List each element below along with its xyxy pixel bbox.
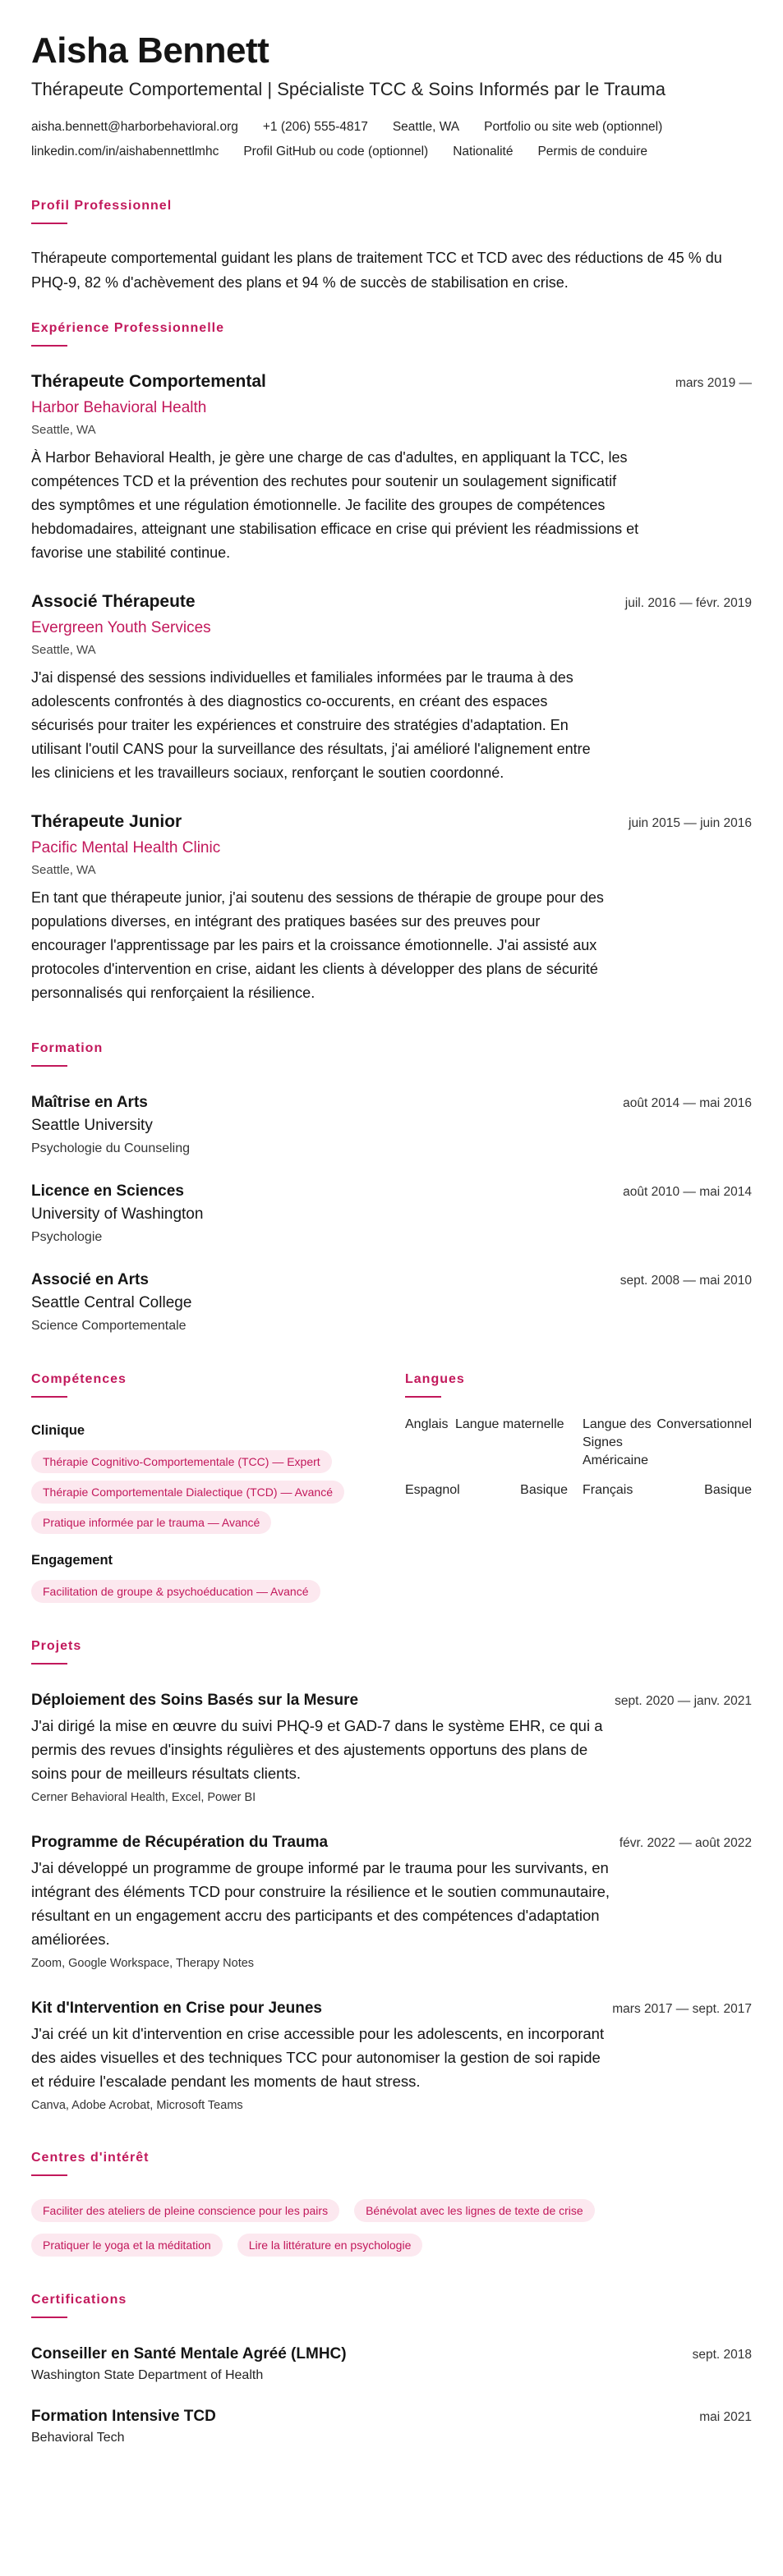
job-location: Seattle, WA: [31, 423, 96, 437]
contact-driving-license: Permis de conduire: [537, 145, 647, 158]
language-level: Conversationnel: [656, 1417, 752, 1431]
skill-tag: Pratique informée par le trauma — Avancé: [31, 1511, 271, 1534]
skills-languages-row: [31, 1371, 752, 1603]
section-divider: [31, 345, 67, 347]
education-date: août 2010 — mai 2014: [623, 1185, 752, 1199]
certification-date: sept. 2018: [692, 2348, 752, 2362]
contact-portfolio[interactable]: Portfolio ou site web (optionnel): [484, 120, 663, 134]
job-location: Seattle, WA: [31, 643, 96, 657]
field-of-study: Psychologie: [31, 1230, 103, 1244]
language-name: Français: [583, 1483, 633, 1497]
education-section: [31, 1040, 752, 1336]
project-title: Déploiement des Soins Basés sur la Mesure: [31, 1692, 359, 1709]
section-divider: [31, 1396, 67, 1398]
project-date: mars 2017 — sept. 2017: [612, 2002, 752, 2016]
section-title: Compétences: [31, 1372, 127, 1386]
experience-item: [31, 590, 752, 785]
job-description: J'ai dispensé des sessions individuelles et familiales informées par le trauma à des adolescents confrontés à des diagnostics co-occurents, en créant des espaces sécurisés pour traiter les expériences et construire des stratégies d'adaptation. En utilisant l'outil CANS pour la surveillance des résultats, j'ai amélioré l'alignement entre les cliniciens et les travailleurs sociaux, renforçant le soutien coordonné.: [31, 669, 591, 781]
project-item: [31, 1689, 752, 1807]
school: University of Washington: [31, 1205, 204, 1223]
section-title: Profil Professionnel: [31, 199, 173, 213]
interests-section: [31, 2149, 752, 2257]
certification-title: Formation Intensive TCD: [31, 2408, 216, 2425]
skill-category: Clinique: [31, 1423, 85, 1438]
contact-list: [31, 118, 752, 161]
education-item: [31, 1180, 752, 1247]
language-level: Basique: [520, 1483, 568, 1497]
contact-email[interactable]: aisha.bennett@harborbehavioral.org: [31, 120, 238, 134]
candidate-name: Aisha Bennett: [31, 30, 269, 71]
school: Seattle University: [31, 1117, 153, 1134]
certifications-section: [31, 2291, 752, 2448]
job-company: Evergreen Youth Services: [31, 619, 211, 636]
job-description: À Harbor Behavioral Health, je gère une charge de cas d'adultes, en appliquant la TCC, les compétences TCD et la prévention des rechutes pour soutenir un soulagement significatif des symptômes et une régulation émotionnelle. Je facilite des groupes de compétences hebdomadaires, atteignant une stabilisation efficace en crise qui prévient les réadmissions et favorise une stabilité continue.: [31, 449, 639, 561]
project-date: sept. 2020 — janv. 2021: [615, 1694, 752, 1708]
skill-list: [31, 1580, 372, 1603]
job-date: mars 2019 —: [675, 376, 752, 390]
language-level: Basique: [704, 1483, 752, 1497]
skills-section: [31, 1371, 372, 1603]
job-title: Thérapeute Junior: [31, 812, 182, 831]
project-description: J'ai dirigé la mise en œuvre du suivi PHQ-9 et GAD-7 dans le système EHR, ce qui a permis des revues d'insights régulières et des ajustements opportuns des plans de soins pour de meilleurs résultats clients.: [31, 1717, 603, 1782]
skill-tag: Thérapie Cognitivo-Comportementale (TCC) — Expert: [31, 1450, 332, 1473]
degree: Associé en Arts: [31, 1271, 149, 1288]
experience-item: [31, 810, 752, 1005]
interest-tag: Faciliter des ateliers de pleine conscience pour les pairs: [31, 2199, 339, 2222]
project-description: J'ai développé un programme de groupe informé par le trauma pour les survivants, en intégrant des éléments TCD pour construire la résilience et le soutien communautaire, résultant en un engagement accru des participants et des compétences d'adaptation améliorées.: [31, 1859, 610, 1948]
education-item: [31, 1269, 752, 1336]
interest-list: [31, 2199, 689, 2257]
degree: Maîtrise en Arts: [31, 1094, 148, 1111]
languages-section: [405, 1371, 752, 1603]
job-date: juil. 2016 — févr. 2019: [624, 596, 752, 610]
section-divider: [405, 1396, 441, 1398]
job-company: Pacific Mental Health Clinic: [31, 839, 221, 856]
skill-category: Engagement: [31, 1553, 113, 1568]
interest-tag: Bénévolat avec les lignes de texte de crise: [354, 2199, 595, 2222]
section-title: Formation: [31, 1041, 104, 1055]
job-location: Seattle, WA: [31, 863, 96, 877]
education-date: août 2014 — mai 2016: [623, 1096, 752, 1110]
section-divider: [31, 2174, 67, 2176]
project-item: [31, 1997, 752, 2115]
project-tools: Canva, Adobe Acrobat, Microsoft Teams: [31, 2099, 243, 2112]
job-date: juin 2015 — juin 2016: [629, 816, 752, 830]
section-divider: [31, 1065, 67, 1067]
job-company: Harbor Behavioral Health: [31, 399, 207, 416]
skill-tag: Facilitation de groupe & psychoéducation — Avancé: [31, 1580, 320, 1603]
job-description: En tant que thérapeute junior, j'ai soutenu des sessions de thérapie de groupe pour des populations diverses, en intégrant des pratiques basées sur des preuves pour encourager l'apprentissage par les pairs et la croissance émotionnelle. J'ai assisté aux protocoles d'intervention en crise, aidant les clients à développer des plans de sécurité personnalisés qui renforçaient la résilience.: [31, 889, 604, 1001]
certification-issuer: Behavioral Tech: [31, 2431, 125, 2445]
section-divider: [31, 223, 67, 224]
interest-tag: Pratiquer le yoga et la méditation: [31, 2234, 223, 2257]
section-title: Certifications: [31, 2293, 127, 2307]
profile-summary: Thérapeute comportemental guidant les plans de traitement TCC et TCD avec des réductions de 45 % du PHQ-9, 82 % d'achèvement des plans et 94 % de succès de stabilisation en crise.: [31, 250, 722, 291]
project-title: Programme de Récupération du Trauma: [31, 1834, 329, 1851]
certification-item: [31, 2405, 752, 2448]
language-level: Langue maternelle: [455, 1417, 564, 1431]
projects-section: [31, 1637, 752, 2115]
section-divider: [31, 2317, 67, 2318]
resume-header: [31, 30, 752, 161]
contact-github[interactable]: Profil GitHub ou code (optionnel): [243, 145, 429, 158]
certification-date: mai 2021: [699, 2410, 752, 2424]
job-title: Thérapeute Comportemental: [31, 372, 266, 391]
language-name: Anglais: [405, 1417, 449, 1431]
interest-tag: Lire la littérature en psychologie: [237, 2234, 423, 2257]
project-date: févr. 2022 — août 2022: [619, 1836, 752, 1850]
project-title: Kit d'Intervention en Crise pour Jeunes: [31, 2000, 322, 2017]
profile-section: [31, 197, 752, 295]
contact-phone[interactable]: +1 (206) 555-4817: [262, 120, 368, 134]
certification-title: Conseiller en Santé Mentale Agréé (LMHC): [31, 2345, 347, 2362]
language-list: [405, 1416, 752, 1499]
section-title: Langues: [405, 1372, 465, 1386]
contact-location: Seattle, WA: [392, 120, 460, 134]
project-tools: Zoom, Google Workspace, Therapy Notes: [31, 1957, 255, 1970]
project-item: [31, 1831, 752, 1972]
language-name: Espagnol: [405, 1483, 460, 1497]
education-item: [31, 1091, 752, 1159]
field-of-study: Science Comportementale: [31, 1319, 187, 1333]
contact-linkedin[interactable]: linkedin.com/in/aishabennettlmhc: [31, 145, 219, 158]
field-of-study: Psychologie du Counseling: [31, 1141, 191, 1155]
project-tools: Cerner Behavioral Health, Excel, Power BI: [31, 1791, 256, 1804]
project-description: J'ai créé un kit d'intervention en crise accessible pour les adolescents, en incorporant des aides visuelles et des techniques TCC pour autonomiser la gestion de soi rapide et réduire l'escalade pendant les moments de haut stress.: [31, 2025, 605, 2090]
contact-nationality: Nationalité: [453, 145, 514, 158]
degree: Licence en Sciences: [31, 1182, 184, 1200]
skill-list: [31, 1450, 372, 1534]
certification-item: [31, 2343, 752, 2385]
school: Seattle Central College: [31, 1294, 192, 1311]
section-title: Expérience Professionnelle: [31, 321, 224, 335]
experience-item: [31, 370, 752, 565]
section-divider: [31, 1663, 67, 1665]
language-name: Langue des Signes Américaine: [583, 1417, 652, 1467]
candidate-headline: Thérapeute Comportemental | Spécialiste TCC & Soins Informés par le Trauma: [31, 79, 666, 99]
skill-tag: Thérapie Comportementale Dialectique (TCD) — Avancé: [31, 1481, 344, 1504]
section-title: Projets: [31, 1639, 82, 1653]
certification-issuer: Washington State Department of Health: [31, 2368, 264, 2382]
job-title: Associé Thérapeute: [31, 592, 196, 611]
section-title: Centres d'intérêt: [31, 2151, 150, 2165]
experience-section: [31, 319, 752, 1005]
education-date: sept. 2008 — mai 2010: [619, 1274, 752, 1288]
